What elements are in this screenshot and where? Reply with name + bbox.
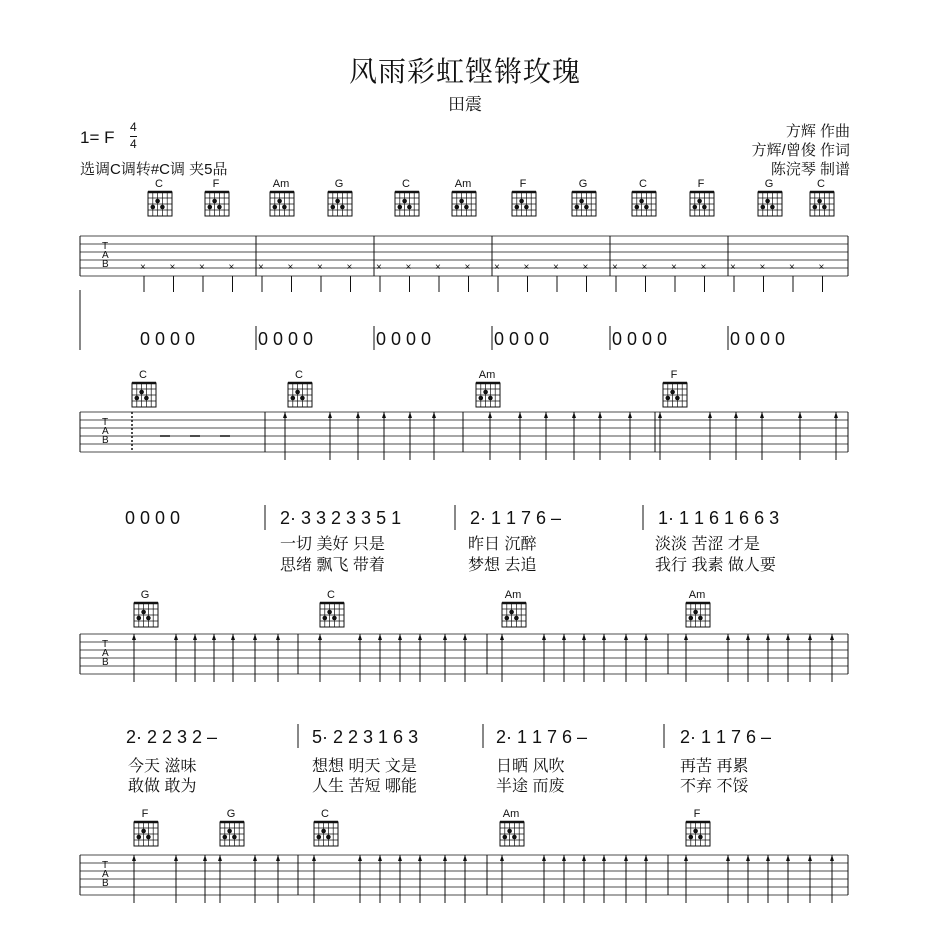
tab-x-mark: × bbox=[612, 262, 618, 273]
chord-dot bbox=[300, 396, 305, 401]
strum-arrow bbox=[542, 855, 546, 861]
chord-dot bbox=[515, 205, 520, 210]
strum-arrow bbox=[760, 412, 764, 418]
strum-arrow bbox=[231, 634, 235, 640]
tab-x-mark: × bbox=[287, 262, 294, 273]
chord-dot bbox=[519, 199, 524, 204]
chord-name: C bbox=[321, 808, 329, 820]
artist-name: 田震 bbox=[448, 95, 482, 114]
lyricist-credit: 方辉/曾俊 作词 bbox=[751, 142, 850, 159]
strum-arrow bbox=[276, 634, 280, 640]
strum-arrow bbox=[834, 412, 838, 418]
chord-name: Am bbox=[504, 589, 522, 601]
chord-dot bbox=[321, 829, 326, 834]
strum-arrow bbox=[408, 412, 412, 418]
chord-name: C bbox=[817, 178, 825, 190]
chord-dot bbox=[137, 835, 142, 840]
chord-dot bbox=[512, 835, 517, 840]
chord-dot bbox=[575, 205, 580, 210]
chord-dot bbox=[689, 616, 694, 621]
chord-dot bbox=[208, 205, 213, 210]
tab-x-mark: × bbox=[671, 262, 677, 273]
lyric-line: 昨日 沉醉 bbox=[468, 536, 537, 553]
strum-arrow bbox=[488, 412, 492, 418]
key-signature: 1= F bbox=[80, 128, 115, 147]
strum-arrow bbox=[624, 855, 628, 861]
strum-arrow bbox=[644, 855, 648, 861]
chord-dot bbox=[407, 205, 412, 210]
tab-x-mark: × bbox=[582, 262, 589, 273]
strum-arrow bbox=[358, 855, 362, 861]
chord-dot bbox=[323, 616, 328, 621]
strum-arrow bbox=[582, 634, 586, 640]
strum-arrow bbox=[378, 855, 382, 861]
strum-arrow bbox=[418, 634, 422, 640]
tab-x-mark: × bbox=[346, 262, 353, 273]
chord-dot bbox=[702, 205, 707, 210]
strum-arrow bbox=[684, 855, 688, 861]
strum-arrow bbox=[808, 855, 812, 861]
chord-dot bbox=[331, 205, 336, 210]
strum-arrow bbox=[798, 412, 802, 418]
tab-x-mark: × bbox=[789, 262, 795, 273]
strum-arrow bbox=[518, 412, 522, 418]
chord-dot bbox=[698, 616, 703, 621]
tab-x-mark: × bbox=[140, 262, 146, 273]
chord-dot bbox=[137, 616, 142, 621]
tab-x-mark: × bbox=[641, 262, 648, 273]
strum-arrow bbox=[318, 634, 322, 640]
tab-x-mark: × bbox=[759, 262, 766, 273]
chord-name: C bbox=[295, 369, 303, 381]
chord-name: F bbox=[670, 369, 678, 381]
chord-dot bbox=[227, 829, 232, 834]
tab-x-mark: × bbox=[730, 262, 736, 273]
strum-arrow bbox=[684, 634, 688, 640]
chord-dot bbox=[141, 829, 146, 834]
tab-clef: T A B bbox=[102, 860, 109, 889]
chord-dot bbox=[505, 616, 510, 621]
strum-arrow bbox=[328, 412, 332, 418]
tab-clef: T A B bbox=[102, 241, 109, 270]
strum-arrow bbox=[766, 855, 770, 861]
chord-name: G bbox=[140, 589, 150, 601]
lyric-line: 我行 我素 做人要 bbox=[655, 557, 776, 574]
strum-arrow bbox=[463, 634, 467, 640]
chord-dot bbox=[639, 199, 644, 204]
chord-dot bbox=[146, 616, 151, 621]
lyric-line: 人生 苦短 哪能 bbox=[312, 778, 417, 795]
jianpu-measure: 2· 1 1 7 6 – bbox=[470, 508, 562, 528]
chord-dot bbox=[509, 610, 514, 615]
strum-arrow bbox=[542, 634, 546, 640]
chord-dot bbox=[765, 199, 770, 204]
strum-arrow bbox=[726, 634, 730, 640]
chord-name: G bbox=[578, 178, 588, 190]
chord-dot bbox=[282, 205, 287, 210]
time-signature-bottom: 4 bbox=[130, 137, 137, 151]
chord-dot bbox=[479, 396, 484, 401]
chord-name: F bbox=[693, 808, 701, 820]
lyric-line: 梦想 去追 bbox=[468, 557, 537, 574]
strum-arrow bbox=[746, 855, 750, 861]
jianpu-measure: 0 0 0 0 bbox=[494, 329, 550, 349]
strum-arrow bbox=[358, 634, 362, 640]
lyric-line: 想想 明天 文是 bbox=[312, 758, 417, 775]
chord-name: Am bbox=[272, 178, 290, 190]
strum-arrow bbox=[624, 634, 628, 640]
chord-dot bbox=[402, 199, 407, 204]
strum-arrow bbox=[726, 855, 730, 861]
strum-arrow bbox=[708, 412, 712, 418]
chord-dot bbox=[232, 835, 237, 840]
tab-x-mark: × bbox=[376, 262, 382, 273]
strum-arrow bbox=[562, 634, 566, 640]
chord-dot bbox=[332, 616, 337, 621]
chord-dot bbox=[155, 199, 160, 204]
chord-name: C bbox=[155, 178, 163, 190]
jianpu-measure: 0 0 0 0 bbox=[258, 329, 314, 349]
jianpu-measure: 0 0 0 0 bbox=[140, 329, 196, 349]
tab-x-mark: × bbox=[494, 262, 500, 273]
chord-dot bbox=[160, 205, 165, 210]
strum-arrow bbox=[398, 634, 402, 640]
strum-arrow bbox=[602, 855, 606, 861]
chord-dot bbox=[644, 205, 649, 210]
chord-dot bbox=[273, 205, 278, 210]
chord-name: C bbox=[139, 369, 147, 381]
lyric-line: 淡淡 苦涩 才是 bbox=[655, 536, 760, 553]
chord-dot bbox=[822, 205, 827, 210]
tab-x-mark: × bbox=[199, 262, 205, 273]
tab-x-mark: × bbox=[258, 262, 264, 273]
strum-arrow bbox=[283, 412, 287, 418]
lyric-line: 不弃 不馁 bbox=[680, 778, 749, 795]
strum-arrow bbox=[644, 634, 648, 640]
chord-dot bbox=[524, 205, 529, 210]
chord-dot bbox=[151, 205, 156, 210]
strum-arrow bbox=[443, 855, 447, 861]
strum-arrow bbox=[830, 634, 834, 640]
strum-arrow bbox=[356, 412, 360, 418]
chord-dot bbox=[223, 835, 228, 840]
lyric-line: 敢做 敢为 bbox=[128, 778, 197, 795]
tab-clef: T A B bbox=[102, 417, 109, 446]
chord-dot bbox=[144, 396, 149, 401]
chord-name: G bbox=[226, 808, 236, 820]
strum-arrow bbox=[808, 634, 812, 640]
chord-dot bbox=[761, 205, 766, 210]
strum-arrow bbox=[253, 855, 257, 861]
chord-name: C bbox=[639, 178, 647, 190]
tab-clef: T A B bbox=[102, 639, 109, 668]
jianpu-measure: 2· 2 2 3 2 – bbox=[126, 727, 218, 747]
tab-x-mark: × bbox=[553, 262, 559, 273]
strum-arrow bbox=[500, 855, 504, 861]
time-signature-top: 4 bbox=[130, 120, 137, 134]
chord-dot bbox=[327, 610, 332, 615]
tab-x-mark: × bbox=[169, 262, 176, 273]
jianpu-measure: 0 0 0 0 bbox=[612, 329, 668, 349]
chord-name: Am bbox=[502, 808, 520, 820]
jianpu-measure: 1· 1 1 6 1 6 6 3 bbox=[658, 508, 780, 528]
chord-dot bbox=[670, 390, 675, 395]
strum-arrow bbox=[602, 634, 606, 640]
strum-arrow bbox=[382, 412, 386, 418]
chord-name: C bbox=[327, 589, 335, 601]
strum-arrow bbox=[830, 855, 834, 861]
chord-name: Am bbox=[478, 369, 496, 381]
strum-arrow bbox=[132, 855, 136, 861]
chord-name: Am bbox=[454, 178, 472, 190]
chord-name: F bbox=[141, 808, 149, 820]
chord-dot bbox=[770, 205, 775, 210]
chord-dot bbox=[817, 199, 822, 204]
strum-arrow bbox=[378, 634, 382, 640]
chord-dot bbox=[675, 396, 680, 401]
chord-dot bbox=[507, 829, 512, 834]
jianpu-measure: 2· 1 1 7 6 – bbox=[496, 727, 588, 747]
lyric-line: 再苦 再累 bbox=[680, 758, 749, 775]
chord-dot bbox=[488, 396, 493, 401]
jianpu-measure: 2· 1 1 7 6 – bbox=[680, 727, 772, 747]
strum-arrow bbox=[628, 412, 632, 418]
chord-dot bbox=[514, 616, 519, 621]
chord-dot bbox=[291, 396, 296, 401]
strum-arrow bbox=[500, 634, 504, 640]
strum-arrow bbox=[174, 634, 178, 640]
chord-dot bbox=[635, 205, 640, 210]
chord-name: G bbox=[764, 178, 774, 190]
chord-name: G bbox=[334, 178, 344, 190]
strum-arrow bbox=[432, 412, 436, 418]
strum-arrow bbox=[276, 855, 280, 861]
strum-arrow bbox=[786, 855, 790, 861]
lyric-line: 日晒 风吹 bbox=[496, 758, 565, 775]
chord-dot bbox=[455, 205, 460, 210]
strum-arrow bbox=[562, 855, 566, 861]
jianpu-measure: 5· 2 2 3 1 6 3 bbox=[312, 727, 419, 747]
strum-arrow bbox=[766, 634, 770, 640]
chord-dot bbox=[326, 835, 331, 840]
chord-name: F bbox=[519, 178, 527, 190]
chord-dot bbox=[139, 390, 144, 395]
strum-arrow bbox=[746, 634, 750, 640]
chord-dot bbox=[217, 205, 222, 210]
chord-dot bbox=[689, 835, 694, 840]
strum-arrow bbox=[786, 634, 790, 640]
strum-arrow bbox=[418, 855, 422, 861]
lyric-line: 一切 美好 只是 bbox=[280, 536, 385, 553]
strum-arrow bbox=[132, 634, 136, 640]
chord-dot bbox=[141, 610, 146, 615]
song-title: 风雨彩虹铿锵玫瑰 bbox=[348, 56, 581, 87]
chord-dot bbox=[459, 199, 464, 204]
strum-arrow bbox=[174, 855, 178, 861]
tab-x-mark: × bbox=[700, 262, 707, 273]
tab-x-mark: × bbox=[405, 262, 412, 273]
tab-x-mark: × bbox=[435, 262, 441, 273]
chord-dot bbox=[579, 199, 584, 204]
chord-dot bbox=[693, 205, 698, 210]
lyric-line: 半途 而废 bbox=[496, 778, 565, 795]
chord-dot bbox=[666, 396, 671, 401]
chord-name: F bbox=[212, 178, 220, 190]
jianpu-measure: 2· 3 3 2 3 3 5 1 bbox=[280, 508, 402, 528]
chord-dot bbox=[698, 835, 703, 840]
chord-dot bbox=[135, 396, 140, 401]
tab-x-mark: × bbox=[228, 262, 235, 273]
tab-x-mark: × bbox=[464, 262, 471, 273]
chord-dot bbox=[335, 199, 340, 204]
chord-dot bbox=[317, 835, 322, 840]
chord-dot bbox=[813, 205, 818, 210]
chord-dot bbox=[584, 205, 589, 210]
strum-arrow bbox=[544, 412, 548, 418]
chord-dot bbox=[697, 199, 702, 204]
capo-note: 选调C调转#C调 夹5品 bbox=[80, 161, 228, 178]
strum-arrow bbox=[312, 855, 316, 861]
chord-name: F bbox=[697, 178, 705, 190]
strum-arrow bbox=[203, 855, 207, 861]
tab-x-mark: × bbox=[818, 262, 825, 273]
chord-dot bbox=[277, 199, 282, 204]
strum-arrow bbox=[734, 412, 738, 418]
chord-dot bbox=[212, 199, 217, 204]
chord-name: C bbox=[402, 178, 410, 190]
tab-x-mark: × bbox=[317, 262, 323, 273]
jianpu-measure: 0 0 0 0 bbox=[376, 329, 432, 349]
strum-arrow bbox=[463, 855, 467, 861]
chord-dot bbox=[693, 829, 698, 834]
chord-dot bbox=[693, 610, 698, 615]
tab-x-mark: × bbox=[523, 262, 530, 273]
chord-dot bbox=[295, 390, 300, 395]
lyric-line: 今天 滋味 bbox=[128, 758, 197, 775]
chord-dot bbox=[503, 835, 508, 840]
strum-arrow bbox=[572, 412, 576, 418]
chord-dot bbox=[483, 390, 488, 395]
strum-arrow bbox=[398, 855, 402, 861]
strum-arrow bbox=[218, 855, 222, 861]
strum-arrow bbox=[598, 412, 602, 418]
chord-dot bbox=[340, 205, 345, 210]
strum-arrow bbox=[212, 634, 216, 640]
strum-arrow bbox=[253, 634, 257, 640]
strum-arrow bbox=[658, 412, 662, 418]
composer-credit: 方辉 作曲 bbox=[785, 123, 850, 140]
strum-arrow bbox=[582, 855, 586, 861]
chord-dot bbox=[146, 835, 151, 840]
chord-dot bbox=[464, 205, 469, 210]
jianpu-measure: 0 0 0 0 bbox=[125, 508, 181, 528]
chord-name: Am bbox=[688, 589, 706, 601]
strum-arrow bbox=[193, 634, 197, 640]
lyric-line: 思绪 飘飞 带着 bbox=[280, 557, 385, 574]
arranger-credit: 陈浣琴 制谱 bbox=[770, 161, 850, 178]
jianpu-measure: 0 0 0 0 bbox=[730, 329, 786, 349]
chord-dot bbox=[398, 205, 403, 210]
strum-arrow bbox=[443, 634, 447, 640]
